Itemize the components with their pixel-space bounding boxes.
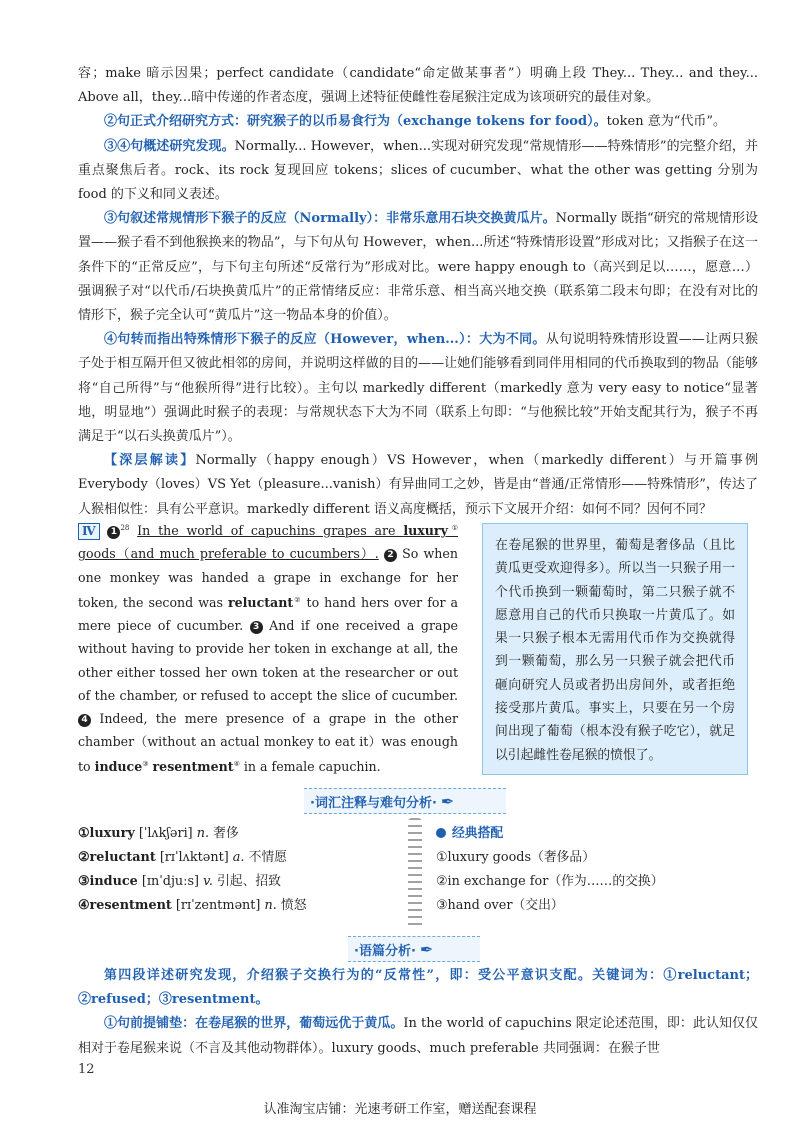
spiral-divider	[408, 818, 422, 930]
vocab-phonetic: [rɪˈlʌktənt]	[159, 850, 229, 865]
analysis-top	[78, 62, 758, 522]
paragraph-intro: 容；make 暗示因果；perfect candidate（candidate“命定做某事者”）明确上段 They... They... and they... Above all，they...暗中传递的作者态度，强调上述特征使雌性卷尾猴注定成为该项研究的最佳对象。	[78, 66, 758, 106]
vocab-word: ④resentment	[78, 898, 172, 913]
collocation-item-1: ①luxury goods（奢侈品）	[436, 850, 596, 865]
vocab-item-2	[78, 846, 398, 870]
sentence-2: So when one monkey was handed a grape in exchange for her token, the second was	[78, 546, 458, 610]
vocab-ref-2: ②	[293, 595, 302, 604]
paragraph-5	[78, 328, 758, 449]
vocab-item-3	[78, 870, 398, 894]
bullet-icon	[436, 828, 446, 838]
paragraph-4-rest: Normally 既指“研究的常规情形设置——猴子看不到他猴换来的物品”，与下句从句 However，when...所述“特殊情形设置”形成对比；又指猴子在这一条件下的“正常反应”，与下句主句所述“反常行为”形成对比。were happy enough to（高兴到足以……，愿意…）强调猴子对“以代币/石块换黄瓜片”的正常情绪反应：非常乐意、相当高兴地交换（联系第二段末句即；在没有对比的情形下，猴子完全认可“黄瓜片”这一物品本身的价值）。	[78, 211, 758, 324]
sentence-4-b: in a female capuchin.	[239, 759, 381, 775]
sentence-1-text-b: goods（and much preferable to cucumbers）.	[78, 546, 379, 562]
sentence-number-2: 2	[384, 549, 397, 562]
paragraph-5-head: ④句转而指出特殊情形下猴子的反应（However，when...）：大为不同。	[104, 332, 546, 348]
quill-icon: ✒	[419, 939, 434, 959]
vocab-pos: n.	[196, 826, 210, 841]
footer-note: 认准淘宝店铺：光速考研工作室，赠送配套课程	[263, 1102, 537, 1117]
paragraph-2	[78, 110, 758, 134]
vocab-word: ①luxury	[78, 826, 135, 841]
analysis-section-header	[348, 936, 480, 962]
vocab-phonetic: [ˈlʌkʃəri]	[138, 826, 193, 841]
analysis-section-title: ·语篇分析·	[354, 943, 416, 959]
vocab-list	[78, 822, 398, 918]
paragraph-6	[78, 449, 758, 522]
sentence-number-4: 4	[78, 714, 91, 727]
vocab-meaning: 愤怒	[280, 898, 307, 913]
passage-paragraph	[78, 517, 458, 779]
paragraph-3-head: ③④句概述研究发现。	[104, 138, 235, 154]
vocab-item-1	[78, 822, 398, 846]
analysis-summary: 第四段详述研究发现，介绍猴子交换行为的“反常性”，即：受公平意识支配。关键词为：①reluctant；②refused；③resentment。	[78, 968, 758, 1008]
paragraph-2-head: ②句正式介绍研究方式：研究猴子的以币易食行为（exchange tokens for food）。	[104, 114, 607, 130]
vocab-resentment: resentment	[152, 759, 234, 775]
sentence-2-b: to hand hers over for a mere piece of cucumber.	[78, 594, 458, 634]
vocab-meaning: 奢侈	[213, 826, 239, 841]
vocab-pos: v.	[203, 874, 213, 889]
analysis-sentence-1-head: ①句前提铺垫：在卷尾猴的世界，葡萄远优于黄瓜。	[104, 1016, 404, 1032]
vocab-pos: n.	[264, 898, 277, 913]
collocation-item-2: ②in exchange for（作为……的交换）	[436, 874, 664, 889]
collocation-list	[436, 822, 756, 918]
sentence-number-1: 1	[107, 526, 120, 539]
vocab-word: ②reluctant	[78, 850, 156, 865]
vocab-ref-4: ④	[233, 760, 240, 769]
quill-icon: ✒	[440, 791, 455, 811]
vocab-ref-3: ③	[142, 760, 149, 769]
paragraph-number-badge: Ⅳ	[78, 523, 100, 540]
vocab-induce: induce	[94, 759, 143, 775]
sentence-1-text: In the world of capuchins grapes are	[137, 523, 404, 539]
vocab-phonetic: [rɪˈzentmənt]	[175, 898, 261, 913]
vocab-item-4	[78, 894, 398, 918]
vocab-meaning: 不情愿	[248, 850, 287, 865]
sentence-4: Indeed, the mere presence of a grape in the other chamber（without an actual monkey to eat it）was enough to	[78, 711, 458, 775]
vocab-section-header	[304, 788, 506, 814]
analysis-sentence-1	[78, 1012, 758, 1060]
deep-reading-label: 【深层解读】	[104, 453, 196, 469]
paragraph-4	[78, 207, 758, 328]
paragraph-5-rest: 从句说明特殊情形设置——让两只猴子处于相互隔开但又彼此相邻的房间，并说明这样做的目的——让她们能够看到同伴用相同的代币换取到的物品（能够将“自己所得”与“他猴所得”进行比较）。主句以 markedly different（markedly 意为 very easy to notice“显著地，明显地”）强调此时猴子的表现：与常规状态下大为不同（联系上句即：“与他猴比较”开始支配其行为，猴子不再满足于“以石头换黄瓜片”）。	[78, 332, 758, 445]
sentence-3: And if one received a grape without having to provide her token in exchange at all, the other either tossed her own token at the researcher or out of the chamber, or refused to accept the slice of cucumber.	[78, 618, 459, 703]
translation-box: 在卷尾猴的世界里，葡萄是奢侈品（且比黄瓜更受欢迎得多）。所以当一只猴子用一个代币换到一颗葡萄时，第二只猴子就不愿意用自己的代币只换取一片黄瓜了。如果一只猴子根本无需用代币作为交换就得到一颗葡萄，那么另一只猴子就会把代币砸向研究人员或者扔出房间外，或者拒绝接受那片黄瓜。事实上，只要在另一个房间出现了葡萄（根本没有猴子吃它），就足以引起雌性卷尾猴的愤恨了。	[482, 523, 748, 775]
paragraph-2-rest: token 意为“代币”。	[606, 114, 726, 130]
analysis-sentence-1-rest: In the world of capuchins 限定论述范围，即：此认知仅仅相对于卷尾猴来说（不言及其他动物群体）。luxury goods、much preferable 共同强调：在猴子世	[78, 1016, 758, 1056]
vocab-luxury: luxury	[403, 523, 448, 539]
vocab-section-title: ·词汇注释与难句分析·	[310, 795, 437, 811]
vocab-phonetic: [ɪnˈdjuːs]	[141, 874, 200, 889]
vocab-reluctant: reluctant	[227, 594, 294, 610]
vocab-ref-1: ①	[447, 524, 458, 532]
collocation-title: 经典搭配	[452, 826, 504, 841]
collocation-title-row	[436, 822, 756, 846]
vocab-pos: a.	[232, 850, 245, 865]
page-number: 12	[78, 1062, 95, 1077]
paragraph-3	[78, 135, 758, 208]
vocab-word: ③induce	[78, 874, 138, 889]
paragraph-6-rest: Normally（happy enough）VS However，when（markedly different）与开篇事例 Everybody（loves）VS Yet（pleasure...vanish）有异曲同工之妙，皆是由“普通/正常情形——特殊情形”，传达了人猴相似性：具有公平意识。markedly different 语义高度概括，预示下文展开介绍：如何不同？因何不同？	[78, 453, 758, 517]
vocab-meaning: 引起、招致	[216, 874, 281, 889]
collocation-item-3: ③hand over（交出）	[436, 898, 564, 913]
paragraph-4-head: ③句叙述常规情形下猴子的反应（Normally）：非常乐意用石块交换黄瓜片。	[104, 211, 556, 227]
paragraph-3-rest: Normally... However，when...实现对研究发现“常规情形——特殊情形”的完整介绍，并重点聚焦后者。rock、its rock 复现回应 tokens；slices of cucumber、what the other was getting 分别为 food 的下义和同义表述。	[78, 138, 758, 203]
analysis-bottom	[78, 964, 758, 1061]
line-marker: 28	[120, 524, 130, 532]
sentence-number-3: 3	[250, 621, 263, 634]
